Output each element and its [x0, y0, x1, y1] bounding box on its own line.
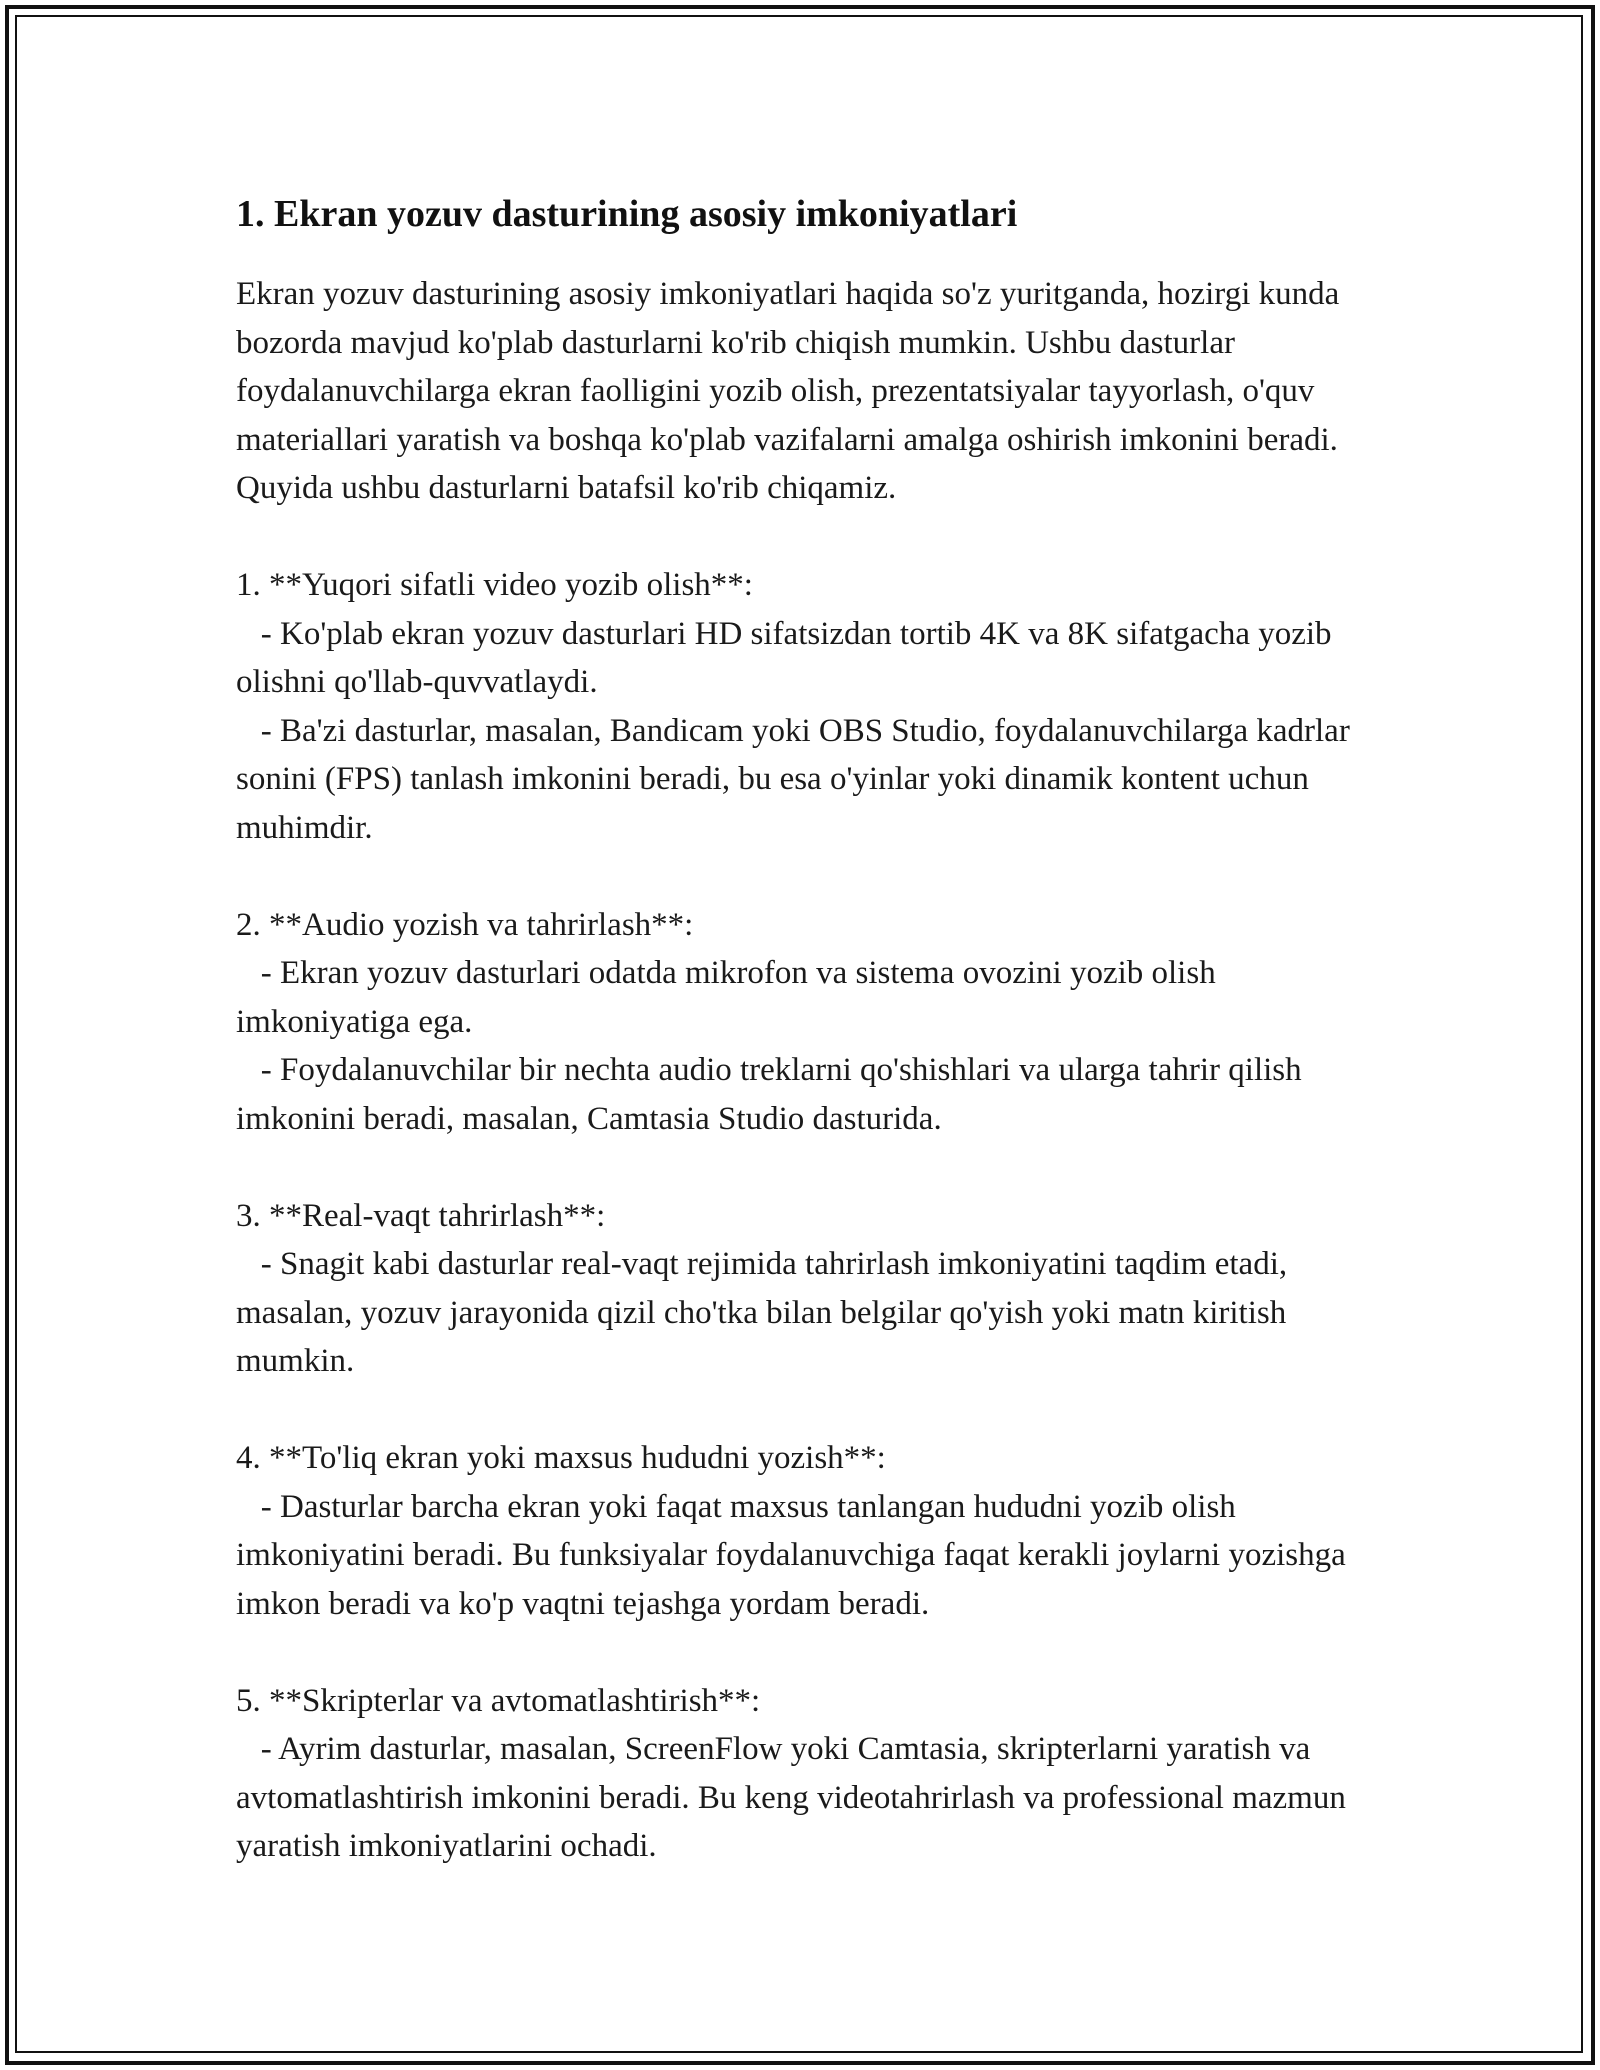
section-heading: 1. Ekran yozuv dasturining asosiy imkoniyatlari: [236, 193, 1018, 235]
feature-item-2: [236, 901, 1376, 1144]
document-body: [236, 188, 1376, 1871]
feature-item-5: [236, 1677, 1376, 1871]
feature-item-1: [236, 561, 1376, 852]
feature-title: 3. **Real-vaqt tahrirlash**:: [236, 1197, 606, 1234]
feature-title: 4. **To'liq ekran yoki maxsus hududni yozish**:: [236, 1440, 886, 1476]
feature-bullet: - Ko'plab ekran yozuv dasturlari HD sifatsizdan tortib 4K va 8K sifatgacha yozib olishni qo'llab-quvvatlaydi.: [236, 615, 1340, 700]
feature-title: 5. **Skripterlar va avtomatlashtirish**:: [236, 1682, 761, 1719]
feature-bullet: - Ayrim dasturlar, masalan, ScreenFlow yoki Camtasia, skripterlarni yaratish va avtomatlashtirish imkonini beradi. Bu keng videotahrirlash va professional mazmun yaratish imkoniyatlarini ochadi.: [236, 1731, 1355, 1864]
feature-bullet: - Dasturlar barcha ekran yoki faqat maxsus tanlangan hududni yozib olish imkoniyatini beradi. Bu funksiyalar foydalanuvchiga faqat kerakli joylarni yozishga imkon beradi va ko'p vaqtni tejashga yordam beradi.: [236, 1488, 1355, 1622]
feature-item-4: [236, 1434, 1376, 1628]
feature-bullet: - Ekran yozuv dasturlari odatda mikrofon va sistema ovozini yozib olish imkoniyatiga ega.: [236, 955, 1224, 1040]
feature-bullet: - Snagit kabi dasturlar real-vaqt rejimida tahrirlash imkoniyatini taqdim etadi, masalan, yozuv jarayonida qizil cho'tka bilan belgilar qo'yish yoki matn kiritish mumkin.: [236, 1246, 1296, 1379]
intro-paragraph: Ekran yozuv dasturining asosiy imkoniyatlari haqida so'z yuritganda, hozirgi kunda bozorda mavjud ko'plab dasturlarni ko'rib chiqish mumkin. Ushbu dasturlar foydalanuvchilarga ekran faolligini yozib olish, prezentatsiyalar tayyorlash, o'quv materiallari yaratish va boshqa ko'plab vazifalarni amalga oshirish imkonini beradi. Quyida ushbu dasturlarni batafsil ko'rib chiqamiz.: [236, 276, 1340, 506]
feature-title: 1. **Yuqori sifatli video yozib olish**:: [236, 567, 753, 603]
feature-bullet: - Ba'zi dasturlar, masalan, Bandicam yoki OBS Studio, foydalanuvchilarga kadrlar sonini (FPS) tanlash imkonini beradi, bu esa o'yinlar yoki dinamik kontent uchun muhimdir.: [236, 712, 1359, 846]
feature-title: 2. **Audio yozish va tahrirlash**:: [236, 906, 694, 943]
feature-item-3: [236, 1192, 1376, 1386]
feature-bullet: - Foydalanuvchilar bir nechta audio treklarni qo'shishlari va ularga tahrir qilish imkonini beradi, masalan, Camtasia Studio dasturida.: [236, 1052, 1310, 1137]
